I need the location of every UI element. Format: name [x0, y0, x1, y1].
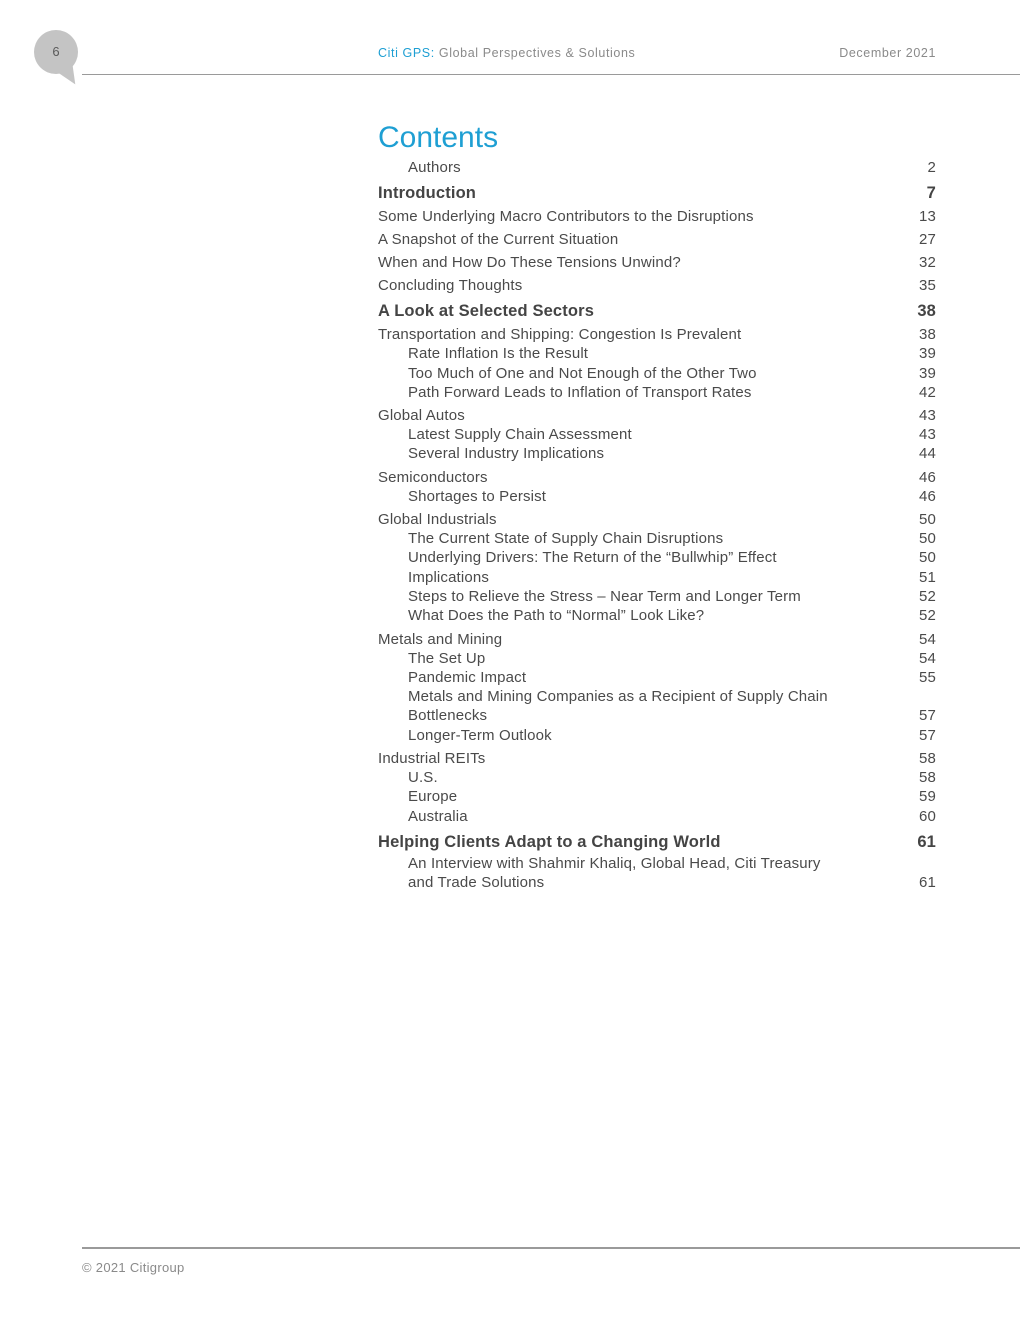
toc-entry[interactable] [378, 468, 936, 487]
toc-entry-label: What Does the Path to “Normal” Look Like? [408, 607, 705, 625]
toc-entry-label: Transportation and Shipping: Congestion Is Prevalent [378, 326, 742, 344]
toc-entry[interactable] [378, 444, 936, 463]
toc-entry[interactable] [378, 568, 936, 587]
toc-entry-label: Longer-Term Outlook [408, 726, 552, 744]
toc-entry-page: 42 [919, 383, 936, 401]
toc-entry-label: Too Much of One and Not Enough of the Other Two [408, 364, 757, 382]
toc-entry-label: The Current State of Supply Chain Disruptions [408, 530, 724, 548]
toc-entry[interactable] [378, 606, 936, 625]
toc-entry-label: Some Underlying Macro Contributors to the Disruptions [378, 208, 754, 226]
toc-entry-page: 58 [919, 769, 936, 787]
toc-entry-label: Shortages to Persist [408, 487, 547, 505]
toc-entry-label: Helping Clients Adapt to a Changing World [378, 832, 721, 851]
toc-entry-label: Latest Supply Chain Assessment [408, 426, 632, 444]
toc-entry[interactable] [378, 807, 936, 826]
toc-entry[interactable] [378, 344, 936, 363]
toc-entry-page: 51 [919, 568, 936, 586]
toc-entry[interactable] [378, 364, 936, 383]
toc-entry-page: 46 [919, 487, 936, 505]
toc-entry-page: 38 [919, 326, 936, 344]
toc-entry[interactable] [378, 183, 936, 203]
toc-entry[interactable] [378, 649, 936, 668]
toc-entry-label: Path Forward Leads to Inflation of Transport Rates [408, 383, 752, 401]
toc-title: Contents [378, 121, 499, 154]
toc-list [378, 158, 936, 893]
toc-entry-page: 54 [919, 649, 936, 667]
toc-entry-page: 61 [919, 874, 936, 892]
toc-entry[interactable] [378, 230, 936, 249]
toc-entry-label: Industrial REITs [378, 750, 486, 768]
toc-entry[interactable] [378, 587, 936, 606]
toc-entry-page: 50 [919, 549, 936, 567]
toc-entry-page: 43 [919, 426, 936, 444]
toc-entry-page: 39 [919, 345, 936, 363]
toc-entry-label: Global Autos [378, 407, 465, 425]
toc-entry-label: Metals and Mining [378, 630, 503, 648]
toc-entry-label: When and How Do These Tensions Unwind? [378, 254, 681, 272]
toc-entry[interactable] [378, 668, 936, 687]
toc-entry[interactable] [378, 383, 936, 402]
toc-entry-label: U.S. [408, 769, 438, 787]
toc-entry[interactable] [378, 832, 936, 852]
toc-entry-page: 58 [919, 750, 936, 768]
toc-entry-page: 2 [927, 159, 936, 176]
page-number-badge: 6 [34, 30, 78, 74]
toc-entry[interactable] [378, 854, 936, 893]
toc-entry-page: 57 [919, 726, 936, 744]
toc-entry-page: 43 [919, 407, 936, 425]
footer-divider [82, 1247, 1020, 1249]
table-of-contents [378, 120, 936, 893]
toc-entry[interactable] [378, 325, 936, 344]
toc-entry-label: Implications [408, 568, 489, 586]
toc-entry-label: Concluding Thoughts [378, 277, 523, 295]
toc-entry-page: 54 [919, 630, 936, 648]
toc-entry-label: Several Industry Implications [408, 445, 605, 463]
toc-entry-label: An Interview with Shahmir Khaliq, Global Head, Citi Treasury and Trade Solutions [408, 854, 821, 892]
header-divider [82, 74, 1020, 75]
toc-entry-label: Europe [408, 788, 458, 806]
toc-entry[interactable] [378, 406, 936, 425]
toc-entry-page: 35 [919, 277, 936, 295]
toc-entry[interactable] [378, 687, 936, 726]
toc-entry[interactable] [378, 207, 936, 226]
toc-entry-label: Semiconductors [378, 468, 488, 486]
toc-entry[interactable] [378, 253, 936, 272]
toc-entry-page: 39 [919, 364, 936, 382]
toc-entry-page: 44 [919, 445, 936, 463]
brand-name: Citi GPS: [378, 46, 435, 60]
toc-entry[interactable] [378, 787, 936, 806]
toc-entry-page: 52 [919, 607, 936, 625]
toc-entry-page: 60 [919, 807, 936, 825]
toc-entry[interactable] [378, 749, 936, 768]
toc-entry-label: A Snapshot of the Current Situation [378, 231, 619, 249]
toc-entry-page: 46 [919, 468, 936, 486]
toc-entry-label: Underlying Drivers: The Return of the “Bullwhip” Effect [408, 549, 777, 567]
toc-entry-page: 38 [917, 302, 936, 321]
toc-entry-page: 50 [919, 511, 936, 529]
toc-entry-label: The Set Up [408, 649, 486, 667]
toc-entry[interactable] [378, 768, 936, 787]
toc-entry[interactable] [378, 487, 936, 506]
toc-entry[interactable] [378, 276, 936, 295]
toc-entry[interactable] [378, 529, 936, 548]
toc-entry[interactable] [378, 630, 936, 649]
toc-entry[interactable] [378, 510, 936, 529]
toc-entry[interactable] [378, 158, 936, 177]
toc-entry-page: 52 [919, 587, 936, 605]
header-date: December 2021 [839, 46, 936, 60]
toc-entry-label: Metals and Mining Companies as a Recipient of Supply Chain Bottlenecks [408, 688, 828, 725]
toc-entry-page: 32 [919, 254, 936, 272]
toc-entry-label: Australia [408, 807, 468, 825]
toc-entry-page: 59 [919, 788, 936, 806]
toc-entry-label: A Look at Selected Sectors [378, 302, 595, 321]
toc-entry[interactable] [378, 726, 936, 745]
toc-entry-label: Authors [408, 159, 461, 176]
footer-copyright: © 2021 Citigroup [82, 1260, 185, 1275]
toc-entry-page: 7 [926, 184, 936, 203]
toc-entry[interactable] [378, 548, 936, 567]
toc-entry-page: 13 [919, 208, 936, 226]
toc-entry-label: Steps to Relieve the Stress – Near Term and Longer Term [408, 587, 801, 605]
toc-entry[interactable] [378, 425, 936, 444]
brand-tagline: Global Perspectives & Solutions [438, 46, 636, 60]
toc-entry-page: 50 [919, 530, 936, 548]
toc-entry-label: Rate Inflation Is the Result [408, 345, 589, 363]
toc-entry-label: Global Industrials [378, 511, 497, 529]
toc-entry-page: 61 [917, 832, 936, 851]
toc-entry-label: Pandemic Impact [408, 668, 527, 686]
toc-entry-page: 55 [919, 668, 936, 686]
toc-entry-label: Introduction [378, 184, 477, 203]
header-brand [378, 46, 635, 60]
toc-entry-page: 57 [919, 707, 936, 725]
toc-entry[interactable] [378, 301, 936, 321]
toc-entry-page: 27 [919, 231, 936, 249]
